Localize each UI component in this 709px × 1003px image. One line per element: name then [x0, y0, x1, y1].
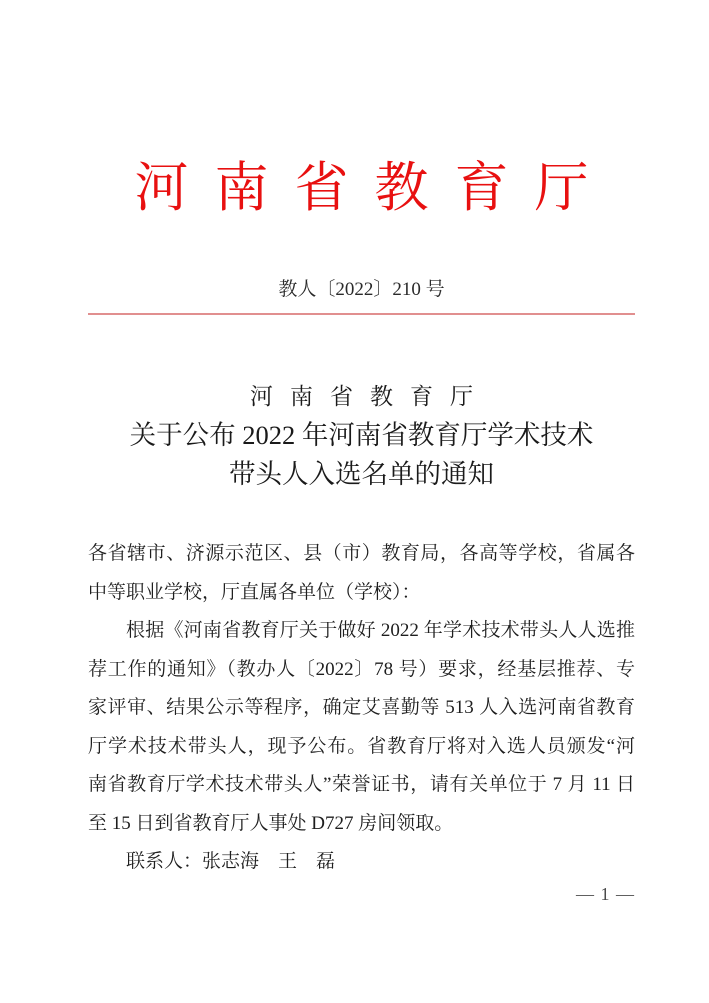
page-number: — 1 — — [576, 884, 635, 904]
body-line: 各省辖市、济源示范区、县（市）教育局，各高等学校，省属各 — [88, 543, 635, 564]
notice-title-subject-line2: 带头人入选名单的通知 — [229, 459, 494, 489]
body-line: 南省教育厅学术技术带头人”荣誉证书，请有关单位于 7 月 11 日 — [88, 774, 635, 795]
notice-title — [88, 377, 635, 494]
body-line: 荐工作的通知》（教办人〔2022〕78 号）要求，经基层推荐、专 — [88, 658, 635, 680]
body-line: 根据《河南省教育厅关于做好 2022 年学术技术带头人人选推 — [126, 620, 635, 641]
notice-title-org: 河南省教育厅 — [250, 384, 490, 409]
body-line: 中等职业学校，厅直属各单位（学校）： — [88, 581, 421, 603]
letterhead-title: 河南省教育厅 — [134, 158, 615, 218]
document-number: 教人〔2022〕210 号 — [278, 279, 445, 300]
letterhead-divider-rule — [88, 313, 635, 315]
body-line: 联系人：张志海 王 磊 — [126, 851, 336, 872]
body-line: 家评审、结果公示等程序，确定艾喜勤等 513 人入选河南省教育 — [88, 697, 635, 718]
body-line: 至 15 日到省教育厅人事处 D727 房间领取。 — [88, 812, 454, 834]
body-line: 厅学术技术带头人，现予公布。省教育厅将对入选人员颁发“河 — [88, 735, 635, 757]
notice-title-subject-line1: 关于公布 2022 年河南省教育厅学术技术 — [129, 420, 594, 450]
notice-body — [88, 535, 635, 882]
